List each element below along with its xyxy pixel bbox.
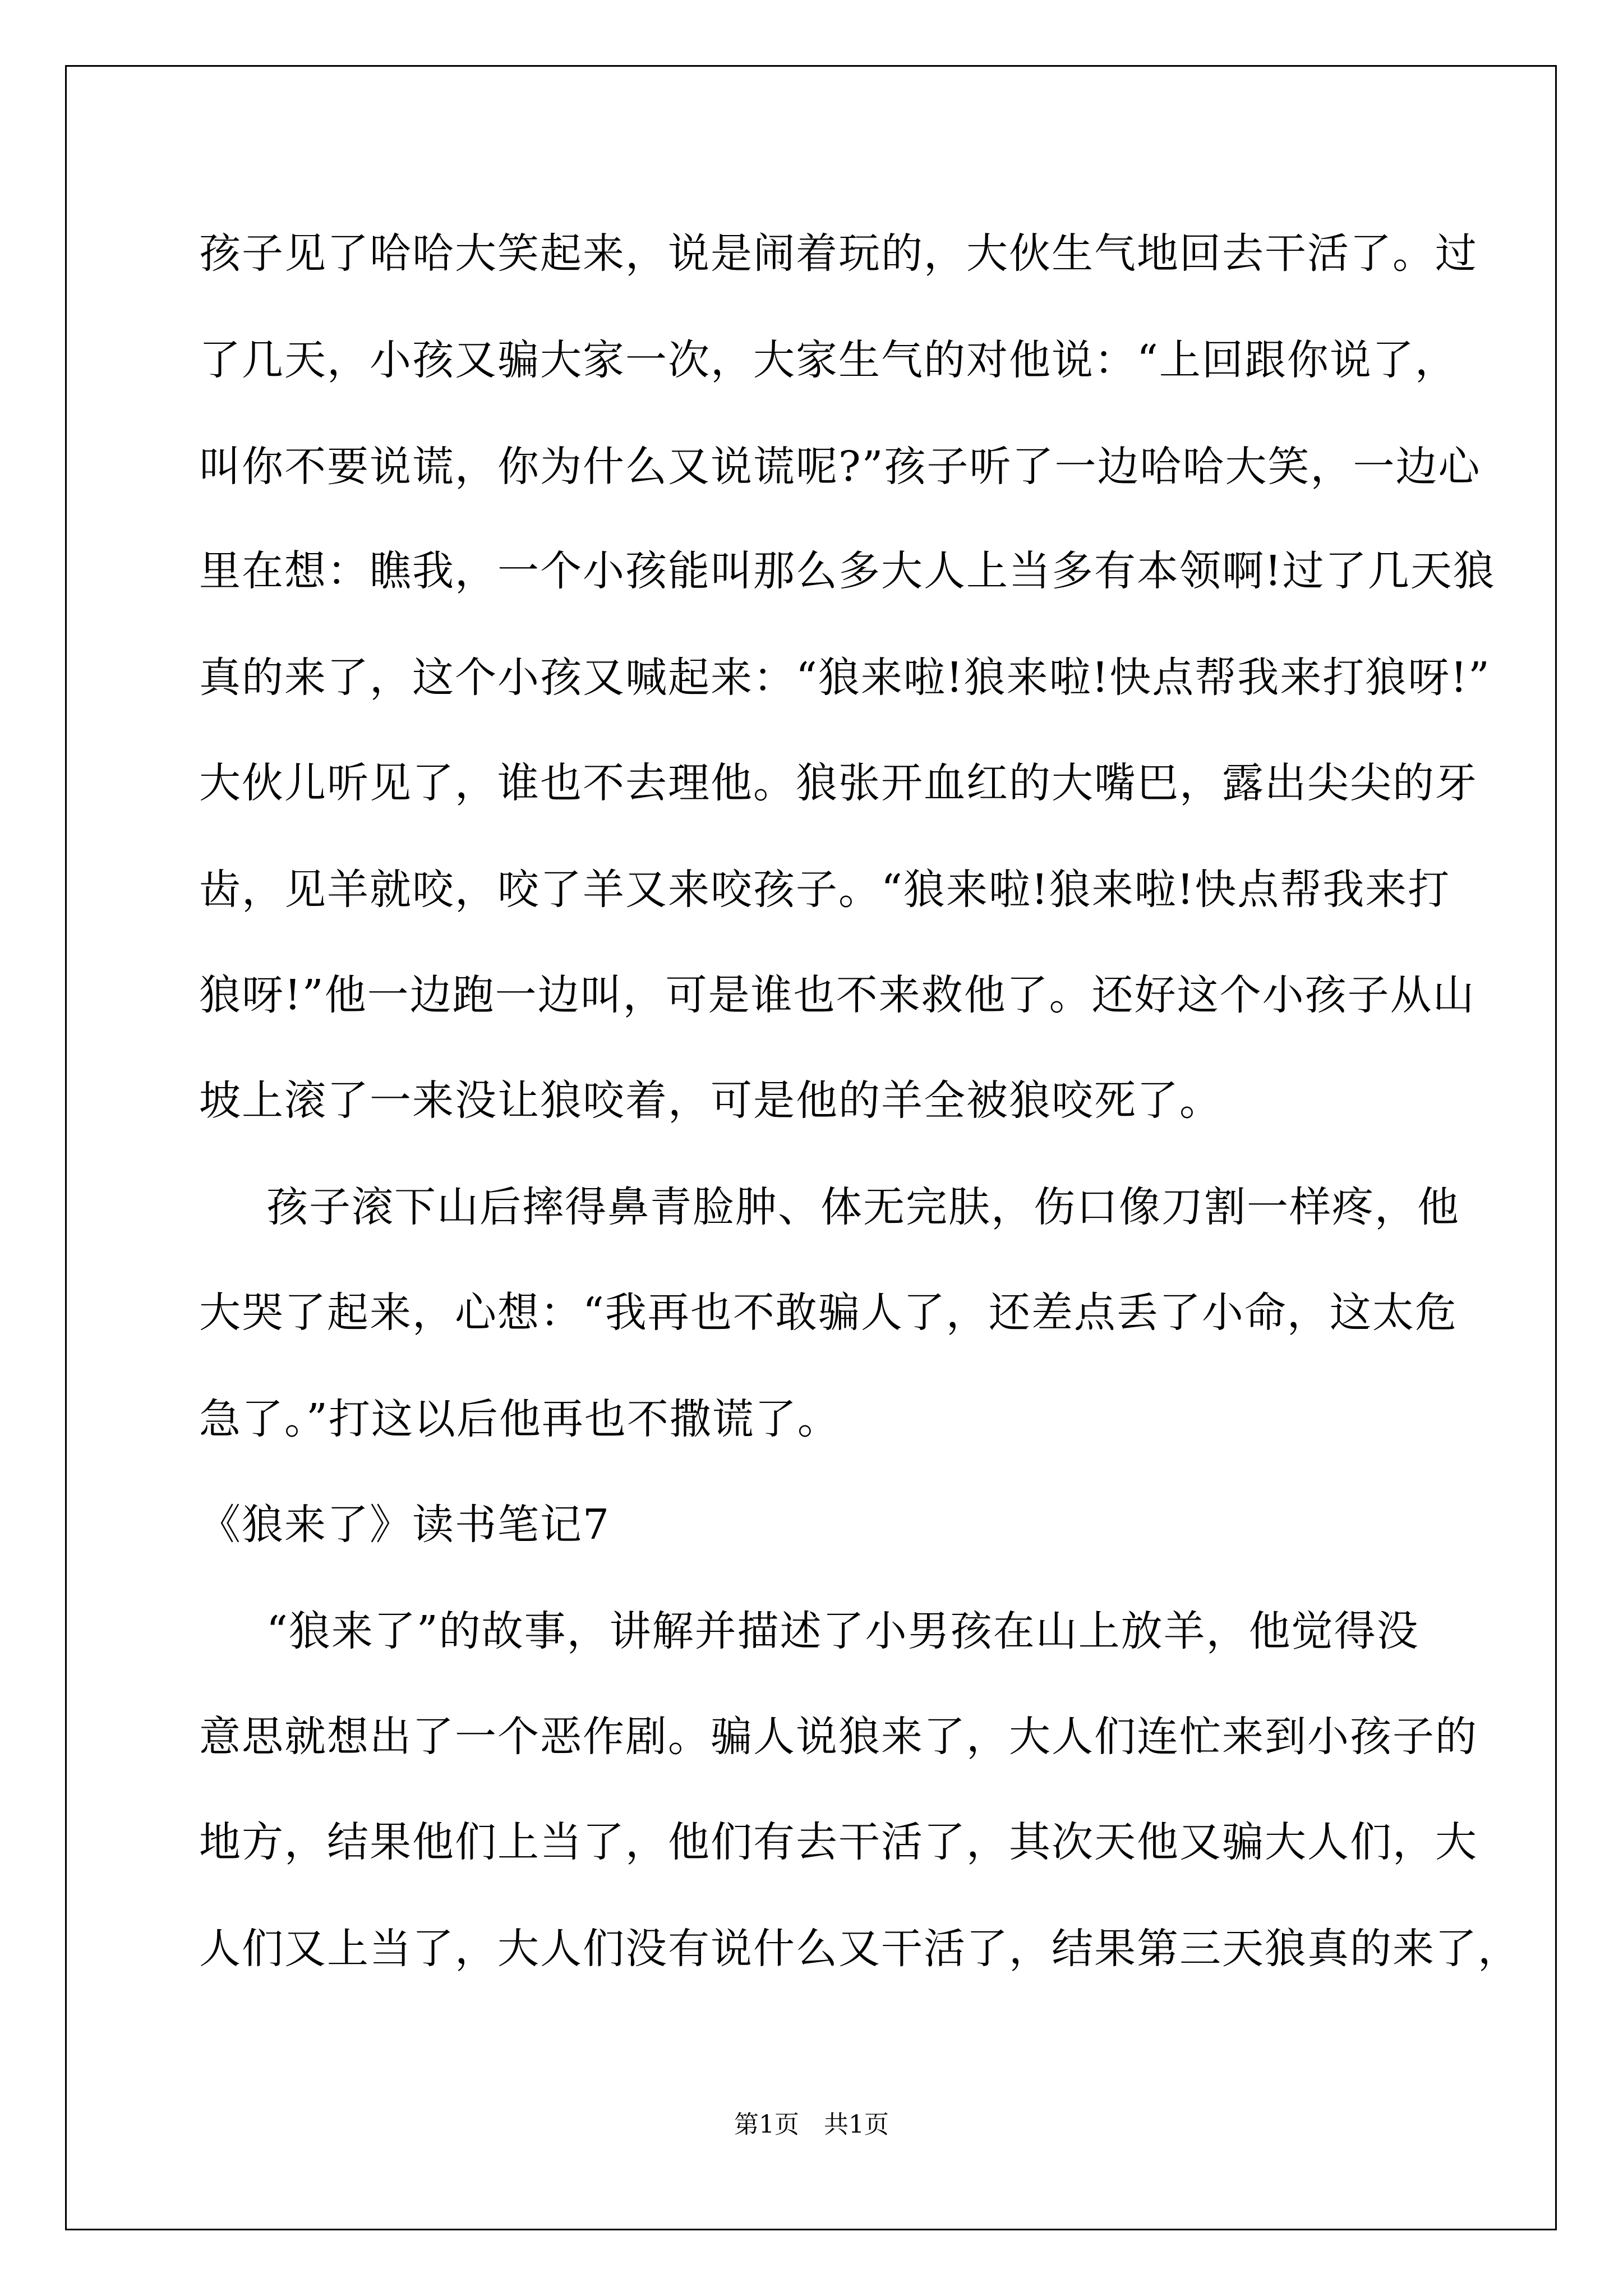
text-line: 齿，见羊就咬，咬了羊又来咬孩子。“狼来啦!狼来啦!快点帮我来打 (199, 866, 1451, 914)
text-line: 大伙儿听见了，谁也不去理他。狼张开血红的大嘴巴，露出尖尖的牙 (199, 759, 1478, 807)
page-border (65, 65, 1557, 2230)
text-line: 真的来了，这个小孩又喊起来：“狼来啦!狼来啦!快点帮我来打狼呀!” (199, 654, 1491, 702)
text-line: 人们又上当了，大人们没有说什么又干活了，结果第三天狼真的来了， (199, 1925, 1520, 1973)
paragraph-first-line: “狼来了”的故事，讲解并描述了小男孩在山上放羊，他觉得没 (266, 1607, 1419, 1655)
text-line: 大哭了起来，心想：“我再也不敢骗人了，还差点丢了小命，这太危 (199, 1289, 1458, 1337)
section-heading: 《狼来了》读书笔记7 (199, 1501, 611, 1549)
text-line: 急了。”打这以后他再也不撒谎了。 (199, 1395, 840, 1443)
text-line: 孩子见了哈哈大笑起来，说是闹着玩的，大伙生气地回去干活了。过 (199, 229, 1478, 278)
text-line: 叫你不要说谎，你为什么又说谎呢?”孩子听了一边哈哈大笑，一边心 (199, 443, 1481, 491)
text-line: 坡上滚了一来没让狼咬着，可是他的羊全被狼咬死了。 (199, 1076, 1222, 1125)
text-line: 里在想：瞧我，一个小孩能叫那么多大人上当多有本领啊!过了几天狼 (199, 547, 1496, 595)
text-line: 地方，结果他们上当了，他们有去干活了，其次天他又骗大人们，大 (199, 1818, 1478, 1866)
text-line: 狼呀!”他一边跑一边叫，可是谁也不来救他了。还好这个小孩子从山 (199, 971, 1476, 1019)
paragraph-first-line: 孩子滚下山后摔得鼻青脸肿、体无完肤，伤口像刀割一样疼，他 (266, 1183, 1460, 1231)
page-number-footer: 第1页 共1页 (734, 2110, 889, 2139)
text-line: 意思就想出了一个恶作剧。骗人说狼来了，大人们连忙来到小孩子的 (199, 1713, 1478, 1761)
text-line: 了几天，小孩又骗大家一次，大家生气的对他说：“上回跟你说了， (199, 336, 1458, 384)
